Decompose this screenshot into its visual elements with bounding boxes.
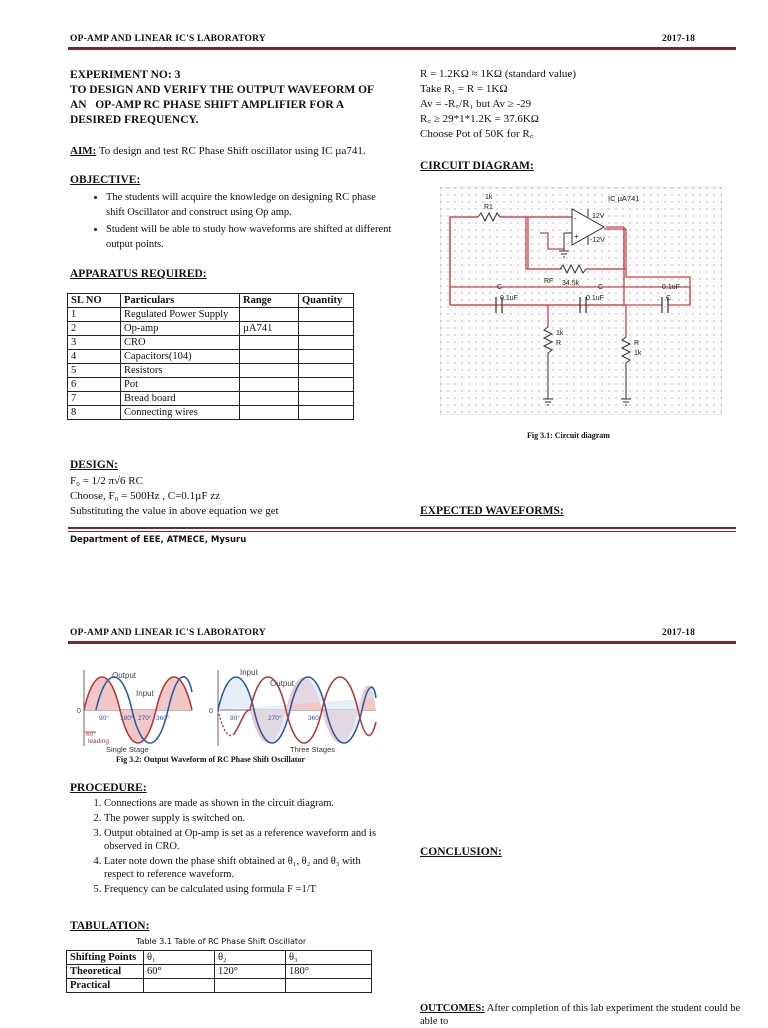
procedure-step: 1. Connections are made as shown in the circuit diagram. xyxy=(104,797,392,810)
aim-label: AIM: xyxy=(70,145,97,157)
three-stages-label: Three Stages xyxy=(290,745,336,754)
rf-resistor xyxy=(560,265,586,273)
input-label: Input xyxy=(240,668,258,677)
deg-90: 90° xyxy=(99,715,109,722)
table-caption: Table 3.1 Table of RC Phase Shift Oscillator xyxy=(136,937,307,946)
header-right: 2017-18 xyxy=(662,628,696,638)
col-header: SL NO xyxy=(68,294,121,308)
design-line: F₀ = 1/2 π√6 RC xyxy=(70,475,143,487)
table-row xyxy=(67,979,372,993)
table-cell xyxy=(240,350,299,364)
c2-name: C xyxy=(598,284,604,291)
title-line-2: AN OP-AMP RC PHASE SHIFT AMPLIFIER FOR A xyxy=(70,99,345,111)
procedure-step: 4. Later note down the phase shift obtained at θ₁, θ₂ and θ₃ with respect to reference waveform. xyxy=(104,855,392,881)
calc-line: Take R₁ = R = 1KΩ xyxy=(420,83,508,95)
table-cell xyxy=(240,336,299,350)
input-label: Input xyxy=(136,689,154,698)
deg-90: 90° xyxy=(230,715,240,722)
single-stage-label: Single Stage xyxy=(106,745,149,754)
table-cell: CRO xyxy=(121,336,240,350)
calc-line: R꜀ ≥ 29*1*1.2K = 37.6KΩ xyxy=(420,113,539,125)
tabulation-heading: TABULATION: xyxy=(70,920,150,932)
r2-name: R xyxy=(556,340,562,347)
r1-name: R1 xyxy=(484,204,493,211)
table-row xyxy=(68,406,354,420)
footer-rule-thin xyxy=(68,531,736,532)
page-footer: Department of EEE, ATMECE, Mysuru xyxy=(70,535,247,545)
header-rule xyxy=(68,641,736,644)
table-cell xyxy=(240,392,299,406)
table-cell: 3 xyxy=(68,336,121,350)
output-label: Output xyxy=(112,671,137,680)
table-cell xyxy=(299,364,354,378)
vpos-label: 12V xyxy=(592,213,605,220)
table-cell xyxy=(240,378,299,392)
deg-180: 180° xyxy=(120,715,134,722)
leading-word: leading xyxy=(88,738,109,745)
design-line: Substituting the value in above equation we get xyxy=(70,505,279,517)
r1-value: 1k xyxy=(485,194,493,201)
procedure-list xyxy=(70,797,392,898)
table-cell: 2 xyxy=(68,322,121,336)
r1-resistor xyxy=(478,213,500,221)
design-calculations xyxy=(420,67,740,142)
col-header: Range xyxy=(240,294,299,308)
output-label: Output xyxy=(270,679,295,688)
objective-item: • The students will acquire the knowledge on designing RC phase shift Oscillator and construct using Op amp. xyxy=(106,190,392,220)
table-cell xyxy=(299,336,354,350)
c3-value: 0.1uF xyxy=(662,284,680,291)
table-cell: 4 xyxy=(68,350,121,364)
c1-value: 0.1uF xyxy=(500,295,518,302)
table-row xyxy=(68,378,354,392)
tabulation-table xyxy=(66,950,372,993)
table-row xyxy=(68,308,354,322)
design-heading: DESIGN: xyxy=(70,459,118,471)
table-cell xyxy=(299,378,354,392)
procedure-step: 5. Frequency can be calculated using formula F =1/T xyxy=(104,883,392,896)
deg-360: 360° xyxy=(156,715,170,722)
leading-deg: 60° xyxy=(86,731,96,738)
ic-label: IC µA741 xyxy=(608,194,640,203)
table-cell: Capacitors(104) xyxy=(121,350,240,364)
circuit-components xyxy=(440,187,722,415)
objective-list xyxy=(70,190,392,254)
circuit-heading: CIRCUIT DIAGRAM: xyxy=(420,160,534,172)
table-cell: 60° xyxy=(144,965,215,979)
table-row xyxy=(67,951,372,965)
table-row xyxy=(68,392,354,406)
table-cell: Theoretical xyxy=(67,965,144,979)
table-cell: 120° xyxy=(215,965,286,979)
r3-value: 1k xyxy=(634,350,642,357)
table-cell: Regulated Power Supply xyxy=(121,308,240,322)
table-header-row xyxy=(68,294,354,308)
calc-line: Av = -R꜀/R₁ but Av ≥ -29 xyxy=(420,98,532,110)
table-cell xyxy=(299,350,354,364)
zero-label: 0 xyxy=(77,708,81,715)
conclusion-heading: CONCLUSION: xyxy=(420,846,502,858)
table-cell: Bread board xyxy=(121,392,240,406)
aim-text: To design and test RC Phase Shift oscillator using IC µa741. xyxy=(96,145,366,157)
deg-360: 360° xyxy=(308,715,322,722)
table-cell: θ₁ xyxy=(144,951,215,965)
table-cell: Connecting wires xyxy=(121,406,240,420)
deg-270: 270° xyxy=(268,715,282,722)
table-cell xyxy=(299,392,354,406)
table-cell xyxy=(144,979,215,993)
experiment-title-block xyxy=(70,68,390,128)
footer-rule xyxy=(68,527,736,529)
table-row xyxy=(68,322,354,336)
table-cell xyxy=(215,979,286,993)
vneg-label: -12V xyxy=(590,237,605,244)
table-cell xyxy=(299,308,354,322)
table-cell: 7 xyxy=(68,392,121,406)
apparatus-table xyxy=(67,293,354,420)
table-cell: 6 xyxy=(68,378,121,392)
opamp-minus: - xyxy=(574,214,577,223)
c2-value: 0.1uF xyxy=(586,295,604,302)
header-left: OP-AMP AND LINEAR IC'S LABORATORY xyxy=(70,34,266,44)
objective-item: • Student will be able to study how waveforms are shifted at different output points. xyxy=(106,222,392,252)
col-header: Quantity xyxy=(299,294,354,308)
table-cell: θ₂ xyxy=(215,951,286,965)
expected-waveforms-heading: EXPECTED WAVEFORMS: xyxy=(420,505,564,517)
table-cell: 180° xyxy=(286,965,372,979)
table-row xyxy=(67,965,372,979)
procedure-heading: PROCEDURE: xyxy=(70,782,147,794)
aim xyxy=(70,144,400,159)
header-rule xyxy=(68,47,736,50)
table-cell: Op-amp xyxy=(121,322,240,336)
rf-value: 34.5k xyxy=(562,280,580,287)
design-block xyxy=(70,474,390,519)
design-line: Choose, F₀ = 500Hz , C=0.1µF zz xyxy=(70,490,220,502)
calc-line: R = 1.2KΩ ≈ 1KΩ (standard value) xyxy=(420,68,576,80)
table-cell xyxy=(240,406,299,420)
table-cell: 8 xyxy=(68,406,121,420)
table-row xyxy=(68,350,354,364)
r3-name: R xyxy=(634,340,640,347)
title-line-3: DESIRED FREQUENCY. xyxy=(70,114,199,126)
calc-line: Choose Pot of 50K for R꜀ xyxy=(420,128,534,140)
waveform-caption: Fig 3.2: Output Waveform of RC Phase Shift Oscillator xyxy=(116,755,305,764)
table-cell xyxy=(299,322,354,336)
header-left: OP-AMP AND LINEAR IC'S LABORATORY xyxy=(70,628,266,638)
deg-270: 270° xyxy=(138,715,152,722)
table-row xyxy=(68,364,354,378)
outcomes xyxy=(420,1002,750,1028)
outcomes-label: OUTCOMES: xyxy=(420,1003,485,1014)
title-line-1: TO DESIGN AND VERIFY THE OUTPUT WAVEFORM OF xyxy=(70,84,375,96)
r3-resistor xyxy=(622,337,630,363)
table-cell: 5 xyxy=(68,364,121,378)
header-right: 2017-18 xyxy=(662,34,696,44)
outcomes-text: After completion of this lab experiment the student could be able to xyxy=(420,1003,741,1027)
table-cell: Pot xyxy=(121,378,240,392)
table-cell: θ₃ xyxy=(286,951,372,965)
c3-name: C xyxy=(666,295,672,302)
table-cell xyxy=(240,364,299,378)
procedure-step: 3. Output obtained at Op-amp is set as a reference waveform and is observed in CRO. xyxy=(104,827,392,853)
opamp-plus: + xyxy=(574,232,579,241)
apparatus-heading: APPARATUS REQUIRED: xyxy=(70,268,207,280)
r2-value: 1k xyxy=(556,330,564,337)
table-cell xyxy=(240,308,299,322)
rf-name: RF xyxy=(544,278,554,285)
table-cell: µA741 xyxy=(240,322,299,336)
table-row xyxy=(68,336,354,350)
table-cell: Resistors xyxy=(121,364,240,378)
table-cell: 1 xyxy=(68,308,121,322)
waveform-figure xyxy=(72,662,382,756)
c1-name: C xyxy=(497,284,503,291)
procedure-step: 2. The power supply is switched on. xyxy=(104,812,392,825)
table-cell xyxy=(286,979,372,993)
col-header: Particulars xyxy=(121,294,240,308)
table-cell: Shifting Points xyxy=(67,951,144,965)
r2-resistor xyxy=(544,327,552,353)
zero-label: 0 xyxy=(209,708,213,715)
table-cell xyxy=(299,406,354,420)
objective-heading: OBJECTIVE: xyxy=(70,174,141,186)
experiment-no: EXPERIMENT NO: 3 xyxy=(70,69,181,81)
ground-symbols xyxy=(543,399,631,405)
table-cell: Practical xyxy=(67,979,144,993)
circuit-caption: Fig 3.1: Circuit diagram xyxy=(527,431,610,440)
